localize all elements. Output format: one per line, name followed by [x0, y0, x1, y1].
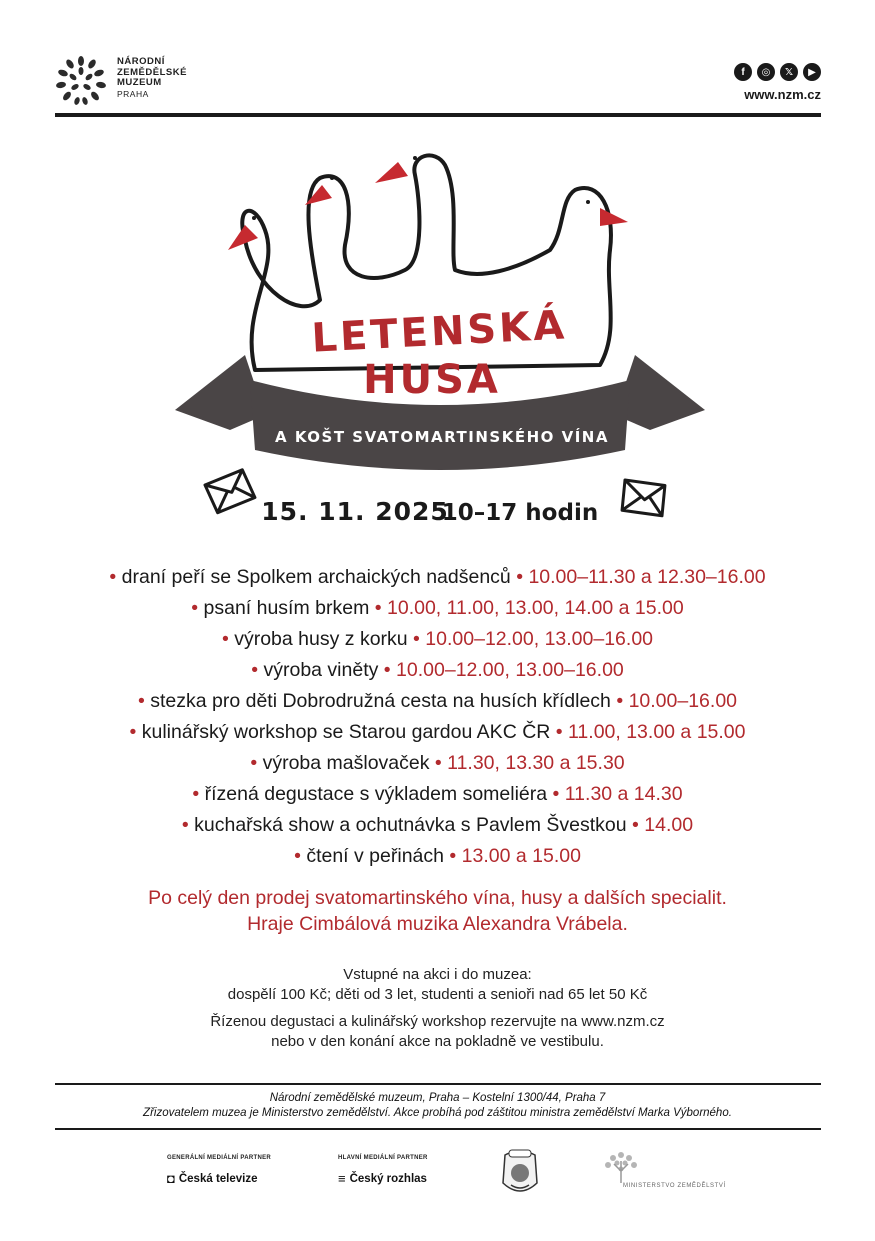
facebook-icon[interactable]: f: [734, 63, 752, 81]
hero-title-line2: HUSA: [363, 357, 501, 403]
museum-wreath-logo-icon: [55, 55, 107, 107]
admission-prices: dospělí 100 Kč; děti od 3 let, studenti a senioři nad 65 let 50 Kč: [227, 986, 648, 1003]
footer-text: [40, 1091, 835, 1121]
x-icon[interactable]: 𝕏: [780, 63, 798, 81]
youtube-icon[interactable]: ▶: [803, 63, 821, 81]
chef-association-emblem-icon: [495, 1145, 545, 1201]
program-item: • draní peří se Spolkem archaických nadšenců • 10.00–11.30 a 12.30–16.00: [109, 566, 766, 588]
program-list: [40, 562, 835, 872]
program-item: • čtení v peřinách • 13.00 a 15.00: [294, 845, 581, 867]
program-item: • řízená degustace s výkladem someliéra • 11.30 a 14.30: [192, 783, 683, 805]
program-item: • stezka pro děti Dobrodružná cesta na husích křídlech • 10.00–16.00: [137, 690, 738, 712]
ministry-tree-logo-icon: [601, 1147, 641, 1185]
program-item: • výroba husy z korku • 10.00–12.00, 13.00–16.00: [221, 628, 654, 650]
social-links: [734, 63, 821, 81]
admission-info: [40, 965, 835, 1052]
beak-4: [600, 208, 628, 226]
footer-divider-top: [55, 1083, 821, 1085]
header: [55, 55, 821, 113]
event-date: 15. 11. 2025: [261, 497, 449, 526]
instagram-icon[interactable]: ◎: [757, 63, 775, 81]
footer-founder: Zřizovatelem muzea je Ministerstvo zemědělství. Akce probíhá pod záštitou ministra zemědělství Marka Výborného.: [143, 1107, 732, 1119]
event-hours: 10–17 hodin: [441, 500, 599, 526]
hero-title-line1: LETENSKÁ: [310, 302, 569, 362]
reservation-line-2: nebo v den konání akce na pokladně ve vestibulu.: [271, 1033, 604, 1050]
envelope-left-icon: [204, 469, 257, 514]
beak-3: [375, 162, 408, 183]
ribbon-text: A KOŠT SVATOMARTINSKÉHO VÍNA: [275, 428, 609, 446]
footer-address: Národní zemědělské muzeum, Praha – Kostelní 1300/44, Praha 7: [269, 1092, 606, 1104]
eye-3: [413, 156, 417, 160]
eye-4: [586, 200, 590, 204]
admission-title: Vstupné na akci i do muzea:: [343, 966, 532, 983]
eye-2: [330, 176, 334, 180]
museum-logo-text: NÁRODNÍ ZEMĚDĚLSKÉ MUZEUM PRAHA: [117, 56, 187, 99]
main-media-partner: HLAVNÍ MEDIÁLNÍ PARTNER ≡ Český rozhlas: [338, 1155, 428, 1186]
program-item: • psaní husím brkem • 10.00, 11.00, 13.00, 14.00 a 15.00: [191, 597, 684, 619]
program-item: • kulinářský workshop se Starou gardou AKC ČR • 11.00, 13.00 a 15.00: [129, 721, 746, 743]
program-item: • kuchařská show a ochutnávka s Pavlem Švestkou • 14.00: [181, 814, 694, 836]
general-media-partner: GENERÁLNÍ MEDIÁLNÍ PARTNER ◘ Česká televize: [167, 1155, 272, 1186]
eye-1: [252, 216, 256, 220]
ct-logo-icon: ◘: [167, 1171, 175, 1186]
header-divider: [55, 113, 821, 117]
program-item: • výroba viněty • 10.00–12.00, 13.00–16.00: [251, 659, 624, 681]
program-item: • výroba mašlovaček • 11.30, 13.30 a 15.30: [250, 752, 625, 774]
all-day-notice: Po celý den prodej svatomartinského vína, husy a dalších specialit. Hraje Cimbálová muzika Alexandra Vrábela.: [148, 887, 727, 935]
reservation-line-1: Řízenou degustaci a kulinářský workshop rezervujte na www.nzm.cz: [210, 1013, 665, 1030]
website-link[interactable]: www.nzm.cz: [744, 87, 821, 102]
partners: [55, 1145, 821, 1205]
event-illustration: [170, 140, 710, 535]
cro-logo-icon: ≡: [338, 1171, 346, 1186]
envelope-right-icon: [617, 475, 670, 520]
ministry-name: MINISTERSTVO ZEMĚDĚLSTVÍ: [623, 1183, 726, 1189]
footer-divider-bottom: [55, 1128, 821, 1130]
